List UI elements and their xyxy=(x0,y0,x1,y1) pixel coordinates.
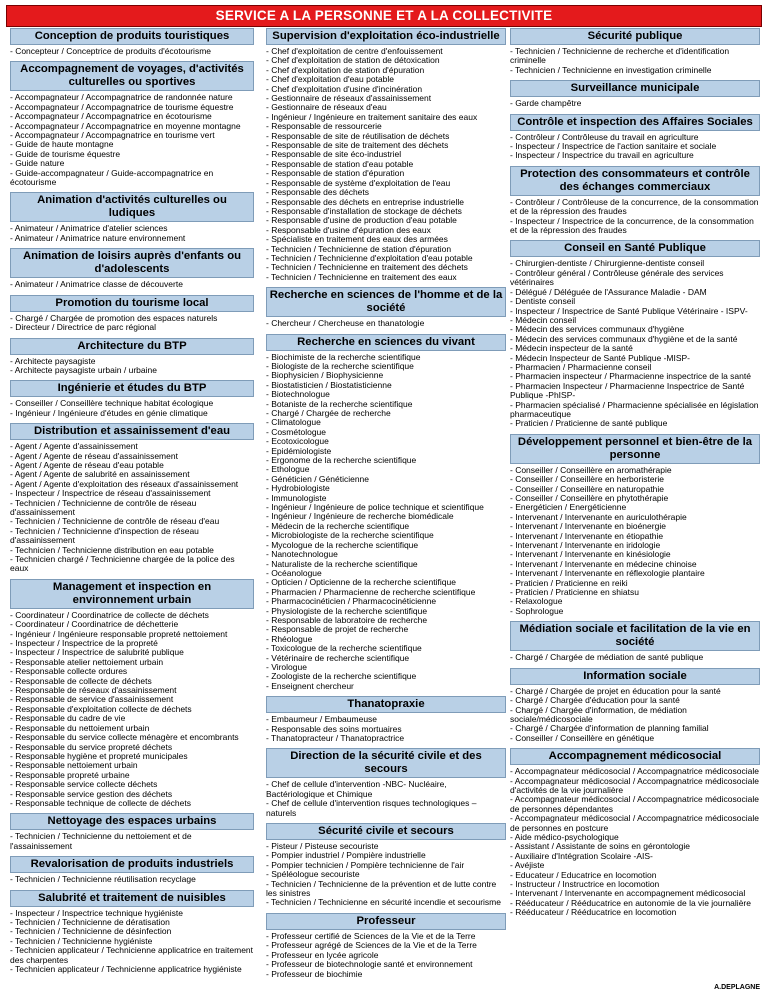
job-item: - Responsable de ressourcerie xyxy=(266,121,382,132)
job-category xyxy=(266,334,506,692)
job-item: - Concepteur / Conceptrice de produits d'écotourisme xyxy=(10,46,212,56)
job-item: - Guide-accompagnateur / Guide-accompagnatrice en écotourisme xyxy=(10,167,214,188)
job-category xyxy=(10,579,254,809)
job-list xyxy=(10,280,254,289)
column-right xyxy=(510,28,760,918)
job-item: - Intervenant / Intervenante en iridologie xyxy=(510,540,661,551)
job-item: - Opticien / Opticienne de la recherche scientifique xyxy=(266,577,456,588)
job-item: - Instructeur / Instructrice en locomotion xyxy=(510,879,660,889)
job-list xyxy=(10,442,254,574)
job-item: - Inspecteur / Inspectrice technique hygiéniste xyxy=(10,907,183,918)
job-item: - Coordinateur / Coordinatrice de déchetterie xyxy=(10,619,179,630)
job-item: - Agent / Agente d'assainissement xyxy=(10,441,138,452)
job-item: - Agent / Agente d'exploitation des réseaux d'assainissement xyxy=(10,478,239,489)
job-category xyxy=(266,696,506,743)
job-item: - Chirurgien-dentiste / Chirurgienne-dentiste conseil xyxy=(510,258,705,269)
job-item: - Aide médico-psychologique xyxy=(510,831,619,842)
category-title: Conseil en Santé Publique xyxy=(510,240,760,257)
category-title: Accompagnement médicosocial xyxy=(510,748,760,765)
job-item: - Architecte paysagiste xyxy=(10,355,96,366)
category-title: Contrôle et inspection des Affaires Sociales xyxy=(510,114,760,131)
job-item: - Biologiste de la recherche scientifique xyxy=(266,360,414,371)
category-title: Architecture du BTP xyxy=(10,338,254,355)
job-item: - Spéléologue secouriste xyxy=(266,869,360,880)
job-item: - Responsable collecte ordures xyxy=(10,666,128,677)
job-item: - Chef d'exploitation d'eau potable xyxy=(266,74,395,85)
job-item: - Gestionnaire de réseaux d'eau xyxy=(266,102,387,113)
job-item: - Responsable du service collecte ménagère et encombrants xyxy=(10,732,239,743)
job-item: - Accompagnateur / Accompagnatrice de randonnée nature xyxy=(10,92,233,103)
job-item: - Rhéologue xyxy=(266,633,313,644)
job-item: - Chargé / Chargée d'information de planning familial xyxy=(510,723,709,734)
job-item: - Spécialiste en traitement des eaux des armées xyxy=(266,234,448,245)
category-title: Animation de loisirs auprès d'enfants ou d'adolescents xyxy=(10,248,254,278)
job-item: - Technicien / Technicienne de station d'épuration xyxy=(266,243,452,254)
job-list xyxy=(266,319,506,328)
job-item: - Médecin des services communaux d'hygiène et de la santé xyxy=(510,333,738,344)
job-item: - Responsable service gestion des déchets xyxy=(10,788,173,799)
job-list xyxy=(10,224,254,243)
job-list xyxy=(266,932,506,979)
category-title: Information sociale xyxy=(510,668,760,685)
job-item: - Intervenant / Intervenante en auriculothérapie xyxy=(510,511,687,522)
job-list xyxy=(510,653,760,662)
job-item: - Responsable de collecte de déchets xyxy=(10,675,152,686)
job-item: - Rééducateur / Rééducatrice en autonomie de la vie journalière xyxy=(510,897,751,908)
job-item: - Vétérinaire de recherche scientifique xyxy=(266,652,410,663)
job-item: - Technicien / Technicienne de contrôle de réseau d'eau xyxy=(10,516,220,527)
job-list xyxy=(10,875,254,884)
job-list xyxy=(10,909,254,975)
category-title: Promotion du tourisme local xyxy=(10,295,254,312)
job-item: - Responsable du cadre de vie xyxy=(10,713,126,724)
job-item: - Agent / Agente de réseau d'eau potable xyxy=(10,459,164,470)
category-title: Ingénierie et études du BTP xyxy=(10,380,254,397)
job-item: - Agent / Agente de salubrité en assainissement xyxy=(10,469,190,480)
job-item: - Educateur / Educatrice en locomotion xyxy=(510,869,657,880)
job-item: - Professeur certifié de Sciences de la Vie et de la Terre xyxy=(266,930,476,941)
category-title: Professeur xyxy=(266,913,506,930)
job-item: - Sophrologue xyxy=(510,605,564,616)
job-item: - Responsable de réseaux d'assainissement xyxy=(10,685,177,696)
job-item: - Intervenant / Intervenante en accompagnement médicosocial xyxy=(510,888,746,899)
category-title: Protection des consommateurs et contrôle des échanges commerciaux xyxy=(510,166,760,196)
job-item: - Accompagnateur / Accompagnatrice en moyenne montagne xyxy=(10,120,241,131)
job-item: - Conseiller / Conseillère technique habitat écologique xyxy=(10,398,214,409)
job-item: - Toxicologue de la recherche scientifique xyxy=(266,643,422,654)
job-list xyxy=(266,842,506,908)
job-item: - Responsable atelier nettoiement urbain xyxy=(10,656,164,667)
job-item: - Technicien / Technicienne en sécurité incendie et secourisme xyxy=(266,897,501,908)
job-list xyxy=(510,767,760,918)
job-item: - Biotechnologue xyxy=(266,389,330,400)
job-category xyxy=(510,28,760,75)
job-item: - Professeur agrégé de Sciences de la Vie et de la Terre xyxy=(266,940,477,951)
job-item: - Zoologiste de la recherche scientifique xyxy=(266,671,417,682)
job-item: - Responsable service collecte déchets xyxy=(10,779,158,790)
job-item: - Epidémiologiste xyxy=(266,445,332,456)
job-item: - Responsable de station d'eau potable xyxy=(266,158,414,169)
job-item: - Technicien / Technicienne hygiéniste xyxy=(10,935,153,946)
job-item: - Responsable nettoiement urbain xyxy=(10,760,138,771)
job-item: - Accompagnateur médicosocial / Accompagnatrice médicosociale xyxy=(510,766,759,777)
job-item: - Technicien applicateur / Technicienne applicatrice hygiéniste xyxy=(10,964,242,974)
job-item: - Conseiller / Conseillère en génétique xyxy=(510,732,655,743)
job-item: - Architecte paysagiste urbain / urbaine xyxy=(10,364,157,375)
job-item: - Technicien / Technicienne d'exploitation d'eau potable xyxy=(266,252,473,263)
job-category xyxy=(10,28,254,56)
job-item: - Pharmacien / Pharmacienne conseil xyxy=(510,361,652,372)
job-item: - Technicien / Technicienne en investigation criminelle xyxy=(510,64,712,75)
category-title: Supervision d'exploitation éco-industrielle xyxy=(266,28,506,45)
job-list xyxy=(10,93,254,187)
job-item: - Technicien / Technicienne de désinfection xyxy=(10,926,172,937)
job-list xyxy=(510,687,760,743)
job-item: - Biochimiste de la recherche scientifique xyxy=(266,351,421,362)
job-item: - Inspecteur / Inspectrice de l'action sanitaire et sociale xyxy=(510,141,717,152)
job-item: - Animateur / Animatrice d'atelier sciences xyxy=(10,223,168,234)
job-item: - Délégué / Déléguée de l'Assurance Maladie - DAM xyxy=(510,286,707,297)
job-item: - Ingénieur / Ingénieure de police technique et scientifique xyxy=(266,502,484,513)
job-category xyxy=(10,856,254,884)
job-item: - Inspecteur / Inspectrice de la propreté xyxy=(10,638,158,649)
job-item: - Responsable de site éco-industriel xyxy=(266,149,402,160)
job-item: - Ergonome de la recherche scientifique xyxy=(266,455,417,466)
job-item: - Technicien / Technicienne de dératisation xyxy=(10,916,170,927)
job-item: - Médecin Inspecteur de Santé Publique -MISP- xyxy=(510,352,691,363)
job-item: - Technicien / Technicienne distribution en eau potable xyxy=(10,544,214,555)
job-item: - Inspecteur / Inspectrice de réseau d'assainissement xyxy=(10,488,211,499)
job-item: - Enseignent chercheur xyxy=(266,680,354,691)
job-category xyxy=(10,61,254,187)
job-category xyxy=(510,166,760,236)
job-category xyxy=(510,240,760,428)
job-item: - Chef d'exploitation de station de détoxication xyxy=(266,55,440,66)
job-item: - Pharmacien inspecteur / Pharmacienne inspectrice de la santé xyxy=(510,371,751,382)
job-list xyxy=(510,466,760,617)
column-middle xyxy=(266,28,506,979)
category-title: Distribution et assainissement d'eau xyxy=(10,423,254,440)
job-item: - Auxiliaire d'Intégration Scolaire -AIS- xyxy=(510,850,653,861)
job-item: - Responsable hygiène et propreté municipales xyxy=(10,750,188,761)
job-category xyxy=(10,890,254,975)
job-item: - Responsable du service propreté déchets xyxy=(10,741,173,752)
job-item: - Dentiste conseil xyxy=(510,296,576,307)
job-item: - Technicien / Technicienne en traitement des déchets xyxy=(266,262,468,273)
job-item: - Relaxologue xyxy=(510,596,563,607)
job-item: - Technicien / Technicienne du nettoiement et de l'assainissement xyxy=(10,831,192,851)
category-title: Médiation sociale et facilitation de la vie en société xyxy=(510,621,760,651)
job-item: - Accompagnateur / Accompagnatrice de tourisme équestre xyxy=(10,101,234,112)
job-item: - Embaumeur / Embaumeuse xyxy=(266,714,378,725)
job-item: - Responsable du nettoiement urbain xyxy=(10,722,150,733)
job-category xyxy=(510,668,760,743)
job-item: - Technicien / Technicienne réutilisation recyclage xyxy=(10,874,196,885)
job-item: - Responsable de station d'épuration xyxy=(266,168,405,179)
job-item: - Avéjiste xyxy=(510,860,545,871)
job-item: - Agent / Agente de réseau d'assainissement xyxy=(10,450,178,461)
job-item: - Responsable d'usine d'épuration des eaux xyxy=(266,224,431,235)
job-item: - Médecin conseil xyxy=(510,314,577,325)
author-credit: A.DEPLAGNE xyxy=(714,984,760,991)
job-item: - Accompagnateur / Accompagnatrice en tourisme vert xyxy=(10,130,215,141)
job-item: - Cosmétologue xyxy=(266,426,327,437)
category-title: Développement personnel et bien-être de la personne xyxy=(510,434,760,464)
job-item: - Responsable des déchets en entreprise industrielle xyxy=(266,196,464,207)
job-item: - Biostatisticien / Biostatisticienne xyxy=(266,379,392,390)
category-title: Conception de produits touristiques xyxy=(10,28,254,45)
job-item: - Physiologiste de la recherche scientifique xyxy=(266,605,428,616)
job-item: - Responsable d'usine de production d'eau potable xyxy=(266,215,457,226)
job-item: - Naturaliste de la recherche scientifique xyxy=(266,558,418,569)
category-title: Surveillance municipale xyxy=(510,80,760,97)
job-item: - Gestionnaire de réseaux d'assainissement xyxy=(266,93,432,104)
job-item: - Technicien applicateur / Technicienne applicatrice en traitement des charpentes xyxy=(10,945,254,965)
category-title: Revalorisation de produits industriels xyxy=(10,856,254,873)
job-item: - Pisteur / Pisteuse secouriste xyxy=(266,841,379,852)
job-item: - Pharmacocinéticien / Pharmacocinéticienne xyxy=(266,596,437,607)
job-item: - Chef d'exploitation de station d'épuration xyxy=(266,64,425,75)
job-item: - Accompagnateur médicosocial / Accompagnatrice médicosociale de personnes dépendantes xyxy=(510,794,759,814)
category-title: Management et inspection en environnement urbain xyxy=(10,579,254,609)
job-item: - Animateur / Animatrice classe de découverte xyxy=(10,279,183,290)
page-title: SERVICE A LA PERSONNE ET A LA COLLECTIVITE xyxy=(215,8,553,23)
job-item: - Professeur de biotechnologie santé et environnement xyxy=(266,959,473,970)
job-item: - Garde champêtre xyxy=(510,98,582,109)
job-item: - Intervenant / Intervenante en réflexologie plantaire xyxy=(510,568,705,579)
job-item: - Intervenant / Intervenante en kinésiologie xyxy=(510,549,671,560)
job-item: - Guide de tourisme équestre xyxy=(10,148,121,159)
job-item: - Pharmacien Inspecteur / Pharmacienne Inspectrice de Santé Publique -PhISP- xyxy=(510,380,745,401)
job-item: - Praticien / Praticienne de santé publique xyxy=(510,418,668,429)
job-item: - Praticien / Praticienne en reiki xyxy=(510,577,628,588)
job-category xyxy=(10,192,254,243)
job-item: - Ecotoxicologue xyxy=(266,436,329,447)
job-category xyxy=(510,80,760,108)
category-title: Nettoyage des espaces urbains xyxy=(10,813,254,830)
job-item: - Chef de cellule d'intervention -NBC- Nucléaire, Bactériologique et Chimique xyxy=(266,779,447,799)
job-list xyxy=(10,47,254,56)
job-item: - Ingénieur / Ingénieure en traitement sanitaire des eaux xyxy=(266,111,478,122)
job-item: - Responsable de site de réutilisation de déchets xyxy=(266,130,450,141)
job-item: - Océanologue xyxy=(266,567,322,578)
job-item: - Guide de haute montagne xyxy=(10,139,114,150)
job-item: - Médecin de la recherche scientifique xyxy=(266,520,410,531)
job-list xyxy=(266,47,506,282)
job-item: - Energéticien / Energéticienne xyxy=(510,502,627,513)
job-category xyxy=(510,748,760,918)
job-list xyxy=(510,47,760,75)
job-item: - Inspecteur / Inspectrice de salubrité publique xyxy=(10,647,184,658)
job-item: - Technicien / Technicienne de recherche et d'identification criminelle xyxy=(510,46,730,66)
job-item: - Accompagnateur médicosocial / Accompagnatrice médicosociale d'activités de la vie journalière xyxy=(510,775,759,795)
job-list xyxy=(10,399,254,418)
job-item: - Immunologiste xyxy=(266,492,327,503)
job-item: - Responsable de système d'exploitation de l'eau xyxy=(266,177,451,188)
job-item: - Hydrobiologiste xyxy=(266,483,330,494)
job-item: - Responsable d'exploitation collecte de déchets xyxy=(10,703,192,714)
job-item: - Chargé / Chargée de projet en éducation pour la santé xyxy=(510,685,721,696)
job-item: - Chargé / Chargée de recherche xyxy=(266,408,391,418)
job-item: - Responsable de service d'assainissement xyxy=(10,694,174,705)
job-category xyxy=(10,423,254,574)
job-item: - Technicien / Technicienne en traitement des eaux xyxy=(266,271,457,282)
job-item: - Ingénieur / Ingénieure d'études en génie climatique xyxy=(10,407,208,418)
job-list xyxy=(510,198,760,236)
job-item: - Contrôleur / Contrôleuse de la concurrence, de la consommation et de la répression des fraudes xyxy=(510,196,759,217)
job-category xyxy=(266,28,506,282)
job-item: - Contrôleur général / Contrôleuse générale des services vétérinaires xyxy=(510,267,724,288)
job-item: - Responsable des déchets xyxy=(266,187,370,198)
page-banner xyxy=(6,5,762,27)
job-item: - Chargé / Chargée d'information, de médiation sociale/médicosociale xyxy=(510,704,687,724)
job-list xyxy=(10,357,254,376)
job-category xyxy=(510,434,760,617)
job-item: - Chargé / Chargée de médiation de santé publique xyxy=(510,652,704,663)
job-item: - Guide nature xyxy=(10,158,65,169)
job-list xyxy=(10,832,254,851)
job-item: - Professeur en lycée agricole xyxy=(266,949,379,960)
job-item: - Conseiller / Conseillère en aromathérapie xyxy=(510,464,672,475)
job-item: - Pompier technicien / Pompière technicienne de l'air xyxy=(266,859,465,870)
job-list xyxy=(266,780,506,818)
job-category xyxy=(10,813,254,851)
job-item: - Mycologue de la recherche scientifique xyxy=(266,539,419,550)
job-item: - Technicien chargé / Technicienne chargée de la police des eaux xyxy=(10,554,235,574)
category-title: Recherche en sciences du vivant xyxy=(266,334,506,351)
job-item: - Responsable de laboratoire de recherche xyxy=(266,614,428,625)
job-item: - Responsable technique de collecte de déchets xyxy=(10,797,191,808)
job-item: - Biophysicien / Biophysicienne xyxy=(266,370,384,381)
job-category xyxy=(510,621,760,662)
job-item: - Coordinateur / Coordinatrice de collecte de déchets xyxy=(10,609,209,620)
job-item: - Conseiller / Conseillère en phytothérapie xyxy=(510,493,669,503)
category-title: Animation d'activités culturelles ou ludiques xyxy=(10,192,254,222)
job-list xyxy=(510,133,760,161)
job-list xyxy=(510,259,760,428)
job-item: - Chef de cellule d'intervention risques technologiques – naturels xyxy=(266,798,477,818)
job-category xyxy=(10,248,254,289)
job-category xyxy=(266,287,506,328)
job-item: - Rééducateur / Rééducatrice en locomotion xyxy=(510,907,677,918)
job-item: - Chef d'exploitation de centre d'enfouissement xyxy=(266,46,443,56)
job-item: - Responsable de projet de recherche xyxy=(266,624,409,635)
job-item: - Directeur / Directrice de parc régional xyxy=(10,322,156,333)
job-item: - Virologue xyxy=(266,661,307,672)
job-category xyxy=(266,748,506,818)
job-category xyxy=(10,380,254,418)
job-item: - Nanotechnologue xyxy=(266,549,338,560)
job-item: - Responsable de site de traitement des déchets xyxy=(266,140,449,151)
job-item: - Contrôleur / Contrôleuse du travail en agriculture xyxy=(510,131,699,142)
job-item: - Chargé / Chargée d'éducation pour la santé xyxy=(510,695,680,706)
job-item: - Chercheur / Chercheuse en thanatologie xyxy=(266,318,425,329)
job-item: - Accompagnateur / Accompagnatrice en écotourisme xyxy=(10,111,212,122)
job-item: - Pompier industriel / Pompière industrielle xyxy=(266,850,426,861)
category-title: Direction de la sécurité civile et des secours xyxy=(266,748,506,778)
job-item: - Professeur de biochimie xyxy=(266,968,363,979)
job-list xyxy=(10,314,254,333)
job-item: - Praticien / Praticienne en shiatsu xyxy=(510,587,639,598)
job-item: - Technicien / Technicienne de la prévention et de lutte contre les sinistres xyxy=(266,878,497,899)
column-left xyxy=(10,28,254,974)
job-item: - Responsable d'installation de stockage de déchets xyxy=(266,205,462,216)
job-item: - Intervenant / Intervenante en bioénergie xyxy=(510,521,666,532)
job-category xyxy=(266,913,506,979)
job-item: - Climatologue xyxy=(266,417,321,428)
job-item: - Accompagnateur médicosocial / Accompagnatrice médicosociale de personnes en postcure xyxy=(510,813,759,833)
job-item: - Pharmacien spécialisé / Pharmacienne spécialisée en législation pharmaceutique xyxy=(510,399,759,419)
job-item: - Généticien / Généticienne xyxy=(266,473,370,484)
job-item: - Thanatopracteur / Thanatopractrice xyxy=(266,733,405,743)
job-item: - Ethologue xyxy=(266,464,310,475)
job-category xyxy=(10,338,254,376)
job-item: - Conseiller / Conseillère en herboristerie xyxy=(510,474,665,485)
job-item: - Microbiologiste de la recherche scientifique xyxy=(266,530,434,541)
category-title: Recherche en sciences de l'homme et de la société xyxy=(266,287,506,317)
job-item: - Intervenant / Intervenante en médecine chinoise xyxy=(510,558,697,569)
category-title: Thanatopraxie xyxy=(266,696,506,713)
job-item: - Chef d'exploitation d'usine d'incinération xyxy=(266,83,423,94)
category-title: Salubrité et traitement de nuisibles xyxy=(10,890,254,907)
job-item: - Technicien / Technicienne d'inspection de réseau d'assainissement xyxy=(10,525,199,546)
job-list xyxy=(10,611,254,809)
job-list xyxy=(266,715,506,743)
job-list xyxy=(510,99,760,108)
category-title: Sécurité publique xyxy=(510,28,760,45)
job-category xyxy=(510,114,760,161)
job-item: - Chargé / Chargée de promotion des espaces naturels xyxy=(10,312,218,323)
job-item: - Pharmacien / Pharmacienne de recherche scientifique xyxy=(266,586,476,597)
job-category xyxy=(10,295,254,333)
job-item: - Assistant / Assistante de soins en gérontologie xyxy=(510,841,691,852)
job-item: - Inspecteur / Inspectrice de la concurrence, de la consommation et de la répression des fraudes xyxy=(510,215,754,236)
job-category xyxy=(266,823,506,908)
job-list xyxy=(266,353,506,692)
job-item: - Inspecteur / Inspectrice de Santé Publique Vétérinaire - ISPV- xyxy=(510,305,748,316)
job-item: - Animateur / Animatrice nature environnement xyxy=(10,232,186,243)
job-item: - Intervenant / Intervenante en étiopathie xyxy=(510,530,664,541)
job-item: - Responsable propreté urbaine xyxy=(10,769,130,780)
job-item: - Botaniste de la recherche scientifique xyxy=(266,398,413,409)
job-item: - Ingénieur / Ingénieure de recherche biomédicale xyxy=(266,511,454,522)
job-item: - Médecin inspecteur de la santé xyxy=(510,343,633,354)
category-title: Sécurité civile et secours xyxy=(266,823,506,840)
job-item: - Responsable des soins mortuaires xyxy=(266,723,402,734)
job-item: - Technicien / Technicienne de contrôle de réseau d'assainissement xyxy=(10,497,197,517)
job-item: - Inspecteur / Inspectrice du travail en agriculture xyxy=(510,150,694,161)
job-item: - Médecin des services communaux d'hygiène xyxy=(510,324,685,335)
category-title: Accompagnement de voyages, d'activités culturelles ou sportives xyxy=(10,61,254,91)
job-item: - Conseiller / Conseillère en naturopathie xyxy=(510,483,665,494)
job-item: - Ingénieur / Ingénieure responsable propreté nettoiement xyxy=(10,628,228,639)
